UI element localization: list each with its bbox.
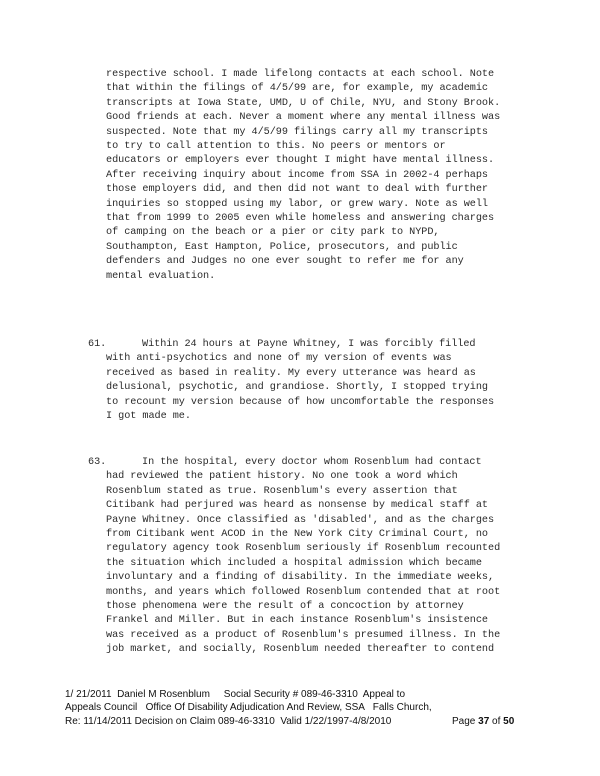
text-line: regulatory agency took Rosenblum seriously if Rosenblum recounted (106, 543, 501, 555)
text-line: that within the filings of 4/5/99 are, for example, my academic (106, 83, 489, 95)
text-line: those phenomena were the result of a concoction by attorney (106, 601, 464, 612)
text-line: from Citibank went ACOD in the New York City Criminal Court, no (106, 529, 489, 540)
text-line: educators or employers ever thought I might have mental illness. (106, 155, 495, 167)
footer-line-2: Appeals Council Office Of Disability Adjudication And Review, SSA Falls Church, (65, 702, 432, 713)
text-line: with anti-psychotics and none of my version of events was (106, 353, 452, 365)
text-line: Rosenblum stated as true. Rosenblum's every assertion that (106, 485, 458, 497)
text-line: Frankel and Miller. But in each instance Rosenblum's insistence (106, 615, 489, 627)
page-of: of (489, 716, 504, 727)
text-line: months, and years which followed Rosenblum contended that at root (106, 586, 501, 598)
text-line: received as based in reality. My every utterance was heard as (106, 367, 476, 379)
text-line: inquiries so stopped using my labor, or grew wary. Note as well (106, 198, 489, 210)
page-number (452, 716, 514, 728)
paragraph-63-number: 63. (88, 457, 107, 468)
text-line: delusional, psychotic, and grandiose. Shortly, I stopped trying (106, 382, 489, 394)
text-line: was received as a product of Rosenblum's presumed illness. In the (106, 629, 501, 641)
text-line: mental evaluation. (106, 270, 216, 282)
text-line: those employers did, and then did not want to deal with further (106, 184, 489, 196)
text-line: had reviewed the patient history. No one took a word which (106, 471, 458, 483)
text-line: Citibank had perjured was heard as nonsense by medical staff at (106, 500, 489, 512)
footer-line-3: Re: 11/14/2011 Decision on Claim 089-46-3310 Valid 1/22/1997-4/8/2010 (65, 716, 392, 727)
text-line: job market, and socially, Rosenblum needed thereafter to contend (106, 644, 495, 656)
text-line: transcripts at Iowa State, UMD, U of Chile, NYU, and Stony Brook. (106, 97, 501, 109)
text-line: the situation which included a hospital admission which became (106, 557, 482, 569)
page-total: 50 (503, 716, 515, 727)
text-line: to try to call attention to this. No peers or mentors or (106, 141, 446, 152)
page-current: 37 (478, 716, 490, 727)
text-line: Payne Whitney. Once classified as 'disabled', and as the charges (106, 514, 495, 526)
text-line: respective school. I made lifelong contacts at each school. Note (106, 69, 495, 80)
text-line: defenders and Judges no one ever sought to refer me for any (106, 256, 464, 268)
text-line: suspected. Note that my 4/5/99 filings carry all my transcripts (106, 126, 489, 138)
text-line: After receiving inquiry about income from SSA in 2002-4 perhaps (106, 169, 489, 181)
page-label: Page (452, 716, 479, 727)
text-line: In the hospital, every doctor whom Rosenblum had contact (142, 457, 482, 468)
text-line: Good friends at each. Never a moment where any mental illness was (106, 112, 501, 124)
text-line: I got made me. (106, 411, 191, 422)
paragraph-61-number: 61. (88, 339, 107, 350)
text-line: to recount my version because of how uncomfortable the responses (106, 396, 495, 408)
text-line: Southampton, East Hampton, Police, prosecutors, and public (106, 241, 458, 253)
footer-line-1: 1/ 21/2011 Daniel M Rosenblum Social Security # 089-46-3310 Appeal to (65, 689, 406, 700)
text-line: of camping on the beach or a pier or city park to NYPD, (106, 227, 440, 239)
text-line: involuntary and a finding of disability. In the immediate weeks, (106, 572, 495, 584)
text-line: that from 1999 to 2005 even while homeless and answering charges (106, 213, 495, 224)
text-line: Within 24 hours at Payne Whitney, I was forcibly filled (142, 339, 476, 350)
